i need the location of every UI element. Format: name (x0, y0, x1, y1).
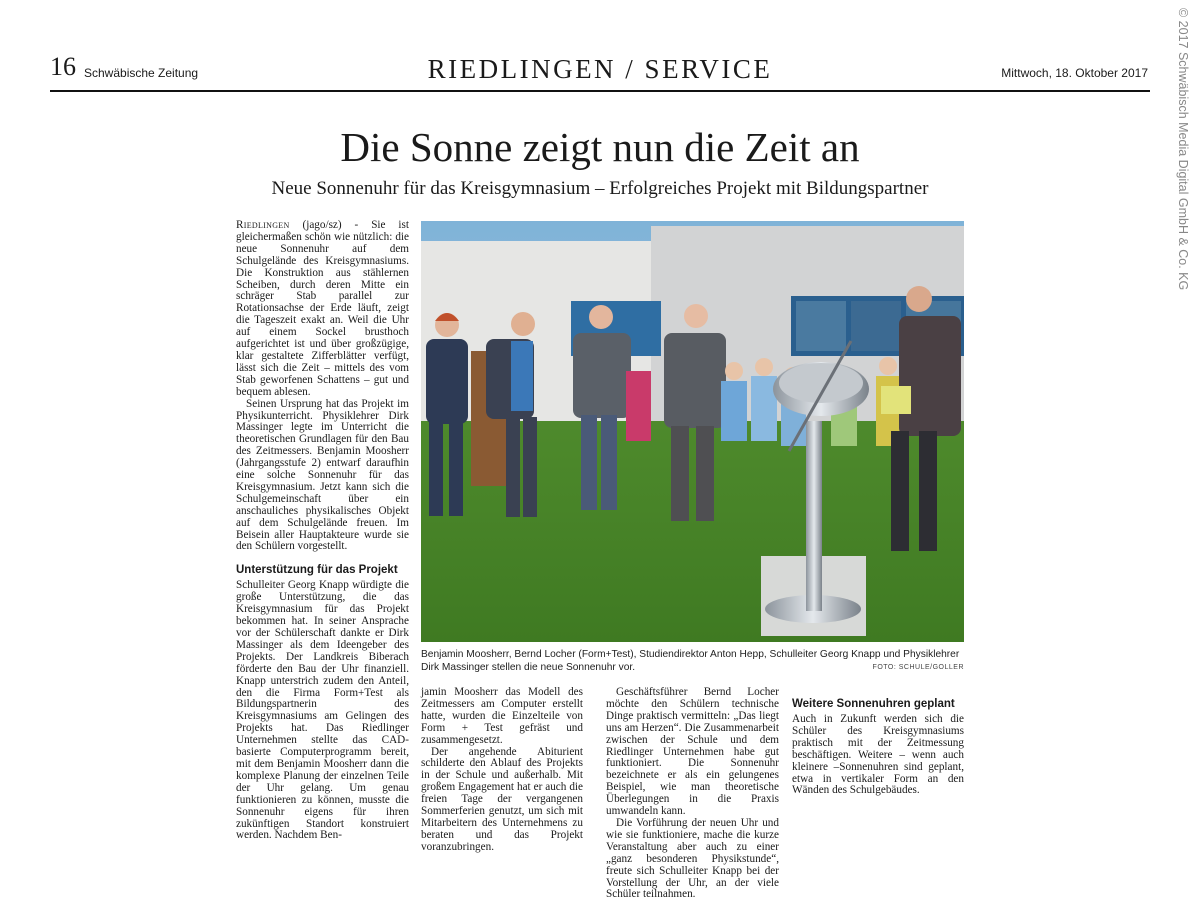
subheading-support: Unterstützung für das Projekt (236, 564, 398, 577)
page-number: 16 (50, 52, 76, 81)
paragraph-4: jamin Moosherr das Modell des Zeitmessers am Computer erstellt hatte, wurden die Einzelteile von Form + Test gefräst und zusammengesetzt. (421, 686, 583, 746)
lead-text: Sie ist gleichermaßen schön wie nützlich: die neue Sonnenuhr auf dem Schulgelände des Kreisgymnasiums. Die Konstruktion aus stählernen Scheiben, durch deren Mitte ein schräger Stab parallel zur Rotationsachse der Erde läuft, zeigt die Tageszeit exakt an. Weil die Uhr auf einem Sockel brusthoch aufgerichtet ist und über großzügige, klar gestaltete Zifferblätter verfügt, lässt sich die Zeit – mittels des vom Stab geworfenen Schattens – gut und bequem ablesen. (236, 219, 409, 398)
issue-date: Mittwoch, 18. Oktober 2017 (1001, 66, 1148, 80)
article-photo (421, 221, 964, 642)
newspaper-name: Schwäbische Zeitung (84, 66, 199, 80)
paragraph-6: Geschäftsführer Bernd Locher möchte den Schülern technische Dinge praktisch vermitteln: „Das liegt uns am Herzen“. Die Zusammenarbeit zwischen der Schule und dem Riedlinger Unternehmen habe gut funktioniert. Die Sonnenuhr bezeichnete er als ein gelungenes Beispiel, wie man theoretische Überlegungen in die Praxis umwandeln kann. (606, 686, 779, 818)
article-headline: Die Sonne zeigt nun die Zeit an (340, 124, 860, 170)
article-column-4 (792, 687, 964, 797)
paragraph-5: Der angehende Abiturient schilderte den Ablauf des Projekts in der Schule und außerhalb. Mit großem Engagement hat er auch die freien Tage der vergangenen Sommerferien genutzt, um sich mit Mitarbeitern des Unternehmens zu beraten und das Projekt voranzubringen. (421, 745, 583, 853)
photo-caption: Benjamin Moosherr, Bernd Locher (Form+Test), Studiendirektor Anton Hepp, Schulleiter Georg Knapp und Physiklehrer Dirk Massinger stellen die neue Sonnenuhr vor. (421, 649, 960, 673)
subheading-plans: Weitere Sonnenuhren geplant (792, 698, 955, 710)
paragraph-3: Schulleiter Georg Knapp würdigte die große Unterstützung, die das Kreisgymnasium für das Projekt bekommen hat. In seiner Ansprache vor der Schülerschaft dankte er Dirk Massinger als dem Ideengeber des Projekts. Der Landkreis Biberach förderte den Bau der Uhr finanziell. Knapp unterstrich zudem den Anteil, den die Firma Form+Test als Bildungspartnerin des Kreisgymnasiums am Gelingen des Projekts hat. Das Riedlinger Unternehmen stellte das CAD-basierte Computerprogramm bereit, mit dem Benjamin Moosherr dann die komplexe Planung der einzelnen Teile der Uhr gelang. Um genau funktionieren zu können, musste die Sonnenuhr eigens für ihren zukünftigen Standort konstruiert werden. Nachdem Ben- (236, 579, 409, 842)
article-column-1 (236, 220, 409, 842)
paragraph-8: Auch in Zukunft werden sich die Schüler des Kreisgymnasiums praktisch mit der Zeitmessung beschäftigen. Weitere – wenn auch kleinere –Sonnenuhren sind geplant, etwa in vertikaler Form an den Wänden des Schulgebäudes. (792, 713, 964, 797)
dateline: Riedlingen (236, 219, 290, 231)
article-subheadline: Neue Sonnenuhr für das Kreisgymnasium – Erfolgreiches Projekt mit Bildungspartner (271, 178, 929, 199)
photo-illustration (421, 221, 964, 642)
section-title: RIEDLINGEN / SERVICE (427, 54, 773, 84)
photo-credit: FOTO: SCHULE/GOLLER (872, 664, 964, 671)
byline: (jago/sz) - (289, 219, 372, 231)
article-column-3 (606, 687, 779, 901)
header-rule (50, 90, 1150, 92)
copyright-text: © 2017 Schwäbisch Media Digital GmbH & Co. KG (1176, 8, 1190, 291)
paragraph-2: Seinen Ursprung hat das Projekt im Physikunterricht. Physiklehrer Dirk Massinger legte im Unterricht die theoretischen Grundlagen für den Bau des Zeitmessers. Benjamin Moosherr (Jahrgangsstufe 2) entwarf daraufhin eine solche Sonnenuhr für das Kreisgymnasium. Jetzt kann sich die Schulgemeinschaft über ein anschauliches physikalisches Objekt auf dem Schulgelände freuen. Im Beisein aller Hauptakteure wurde sie den Schülern vorgestellt. (236, 397, 409, 553)
lead-paragraph (236, 220, 409, 399)
article-column-2 (421, 687, 583, 854)
paragraph-7: Die Vorführung der neuen Uhr und wie sie funktioniere, mache die kurze Veranstaltung aber auch zu einer „ganz besonderen Physikstunde“, freute sich Schulleiter Knapp bei der Vorstellung der Uhr, an der viele Schüler teilnahmen. (606, 816, 779, 901)
